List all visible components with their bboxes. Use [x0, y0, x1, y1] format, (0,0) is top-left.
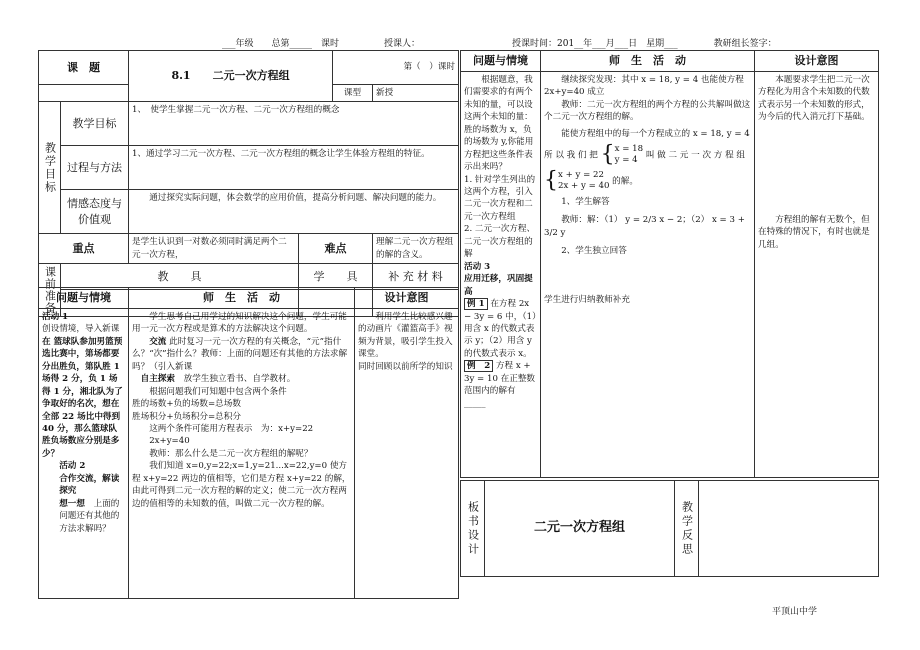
- period-label: 第（ ）课时: [333, 51, 459, 85]
- right-activity-p7: 2、学生独立回答: [561, 246, 627, 257]
- right-design-p2: 方程组的解有无数个，但在特殊的情况下，有时也就是几组。: [758, 214, 870, 250]
- activity-p5: 胜的场数+负的场数=总场数: [132, 399, 241, 410]
- right-problem-p1: 根据题意，我们需要求的有两个未知的量，可以设这两个未知的量：胜的场数为 x，负的场数为 y,你能用方程把这些条件表示出来吗？: [464, 74, 534, 173]
- goals-label: 教学目标: [39, 102, 61, 234]
- example1-text: 在方程 2x − 3y = 6 中，（1）用含 x 的代数式表示 y；（2）用含 y 的代数式表示 x。: [464, 299, 537, 359]
- activity-p2: 此时复习一元一次方程的有关概念，“元”指什么？“次”指什么？教师：上面的问题还有其他的方法求解吗？（引入新课: [132, 336, 348, 372]
- right-design-cell: [755, 71, 879, 477]
- left-lesson-table: [38, 50, 459, 317]
- goal3-label: 情感态度与价值观: [61, 190, 129, 234]
- activity1-title: 活动 1: [42, 311, 69, 322]
- example2-text: 方程 x + 3y = 10 在正整数范围内的解有_____: [464, 361, 536, 409]
- example1-label: 例 1: [464, 298, 488, 310]
- board-text: 二元一次方程组: [485, 481, 675, 577]
- brace-icon: {: [544, 167, 558, 193]
- goal3-text: 通过探究实际问题，体会数学的应用价值，提高分析问题、解决问题的能力。: [129, 190, 459, 234]
- activity2-subtitle: 合作交流，解读探究: [59, 473, 120, 497]
- lesson-label: 课 题: [39, 51, 129, 85]
- activity1-subtitle: 创设情境，导入新课: [42, 324, 120, 335]
- activity2-title: 活动 2: [59, 461, 86, 472]
- key-text: 是学生认识到一对数必须同时满足两个二元一次方程，: [129, 234, 299, 264]
- prep-col-teacher: 教 具: [61, 264, 299, 290]
- right-activity-p4c: 的解。: [612, 176, 638, 187]
- difficult-text: 理解二元一次方程组的解的含义。: [373, 234, 459, 264]
- right-activity-p4b: 叫 做 二 元 一 次 方 程 组: [645, 150, 746, 161]
- activity3-title: 活动 3: [464, 261, 491, 272]
- footer-school: 平顶山中学: [772, 607, 818, 617]
- lesson-title: 8.1 二元一次方程组: [129, 51, 333, 102]
- equation-1: x + y = 22: [558, 169, 604, 180]
- right-col-activity: 师 生 活 动: [541, 51, 755, 72]
- explore-label: 自主探索: [140, 374, 175, 385]
- activity-p8: 2x+y=40: [149, 436, 190, 447]
- reflect-area: [699, 481, 879, 577]
- prep-label: 课前准备: [39, 264, 61, 317]
- right-col-design: 设计意图: [755, 51, 879, 72]
- header-left: ___年级 总第_____ 课时 授课人：: [222, 39, 421, 49]
- right-activity-p8: 学生进行归纳教师补充: [544, 294, 630, 305]
- right-problem-p2: 1. 针对学生列出的这两个方程，引入二元一次方程和二元一次方程组: [464, 174, 536, 222]
- right-activity-p2: 教师：二元一次方程组的两个方程的公共解叫做这个二元一次方程组的解。: [544, 99, 751, 123]
- reflect-label: 教学反思: [675, 481, 699, 577]
- left-activity-cell: [129, 308, 355, 598]
- activity-p9: 教师：那么什么是二元一次方程组的解呢？: [149, 448, 313, 459]
- activity-p3: 放学生独立看书、自学教材。: [183, 374, 296, 385]
- solution-x: x = 18: [614, 144, 644, 155]
- left-col-activity: 师 生 活 动: [129, 288, 355, 309]
- left-problem-cell: [39, 308, 129, 598]
- equation-2: 2x + y = 40: [558, 180, 610, 191]
- left-col-design: 设计意图: [355, 288, 459, 309]
- right-activity-p1: 继续探究发现：其中 x = 18, y = 4 也能使方程 2x+y=40 成立: [544, 74, 744, 98]
- right-activity-p5: 1、学生解答: [561, 196, 610, 207]
- activity-p6: 胜场积分+负场积分=总积分: [132, 411, 241, 422]
- exchange-label: 交流: [149, 336, 167, 347]
- solution-system: [615, 144, 643, 166]
- brace-icon: {: [600, 142, 615, 168]
- left-col-problem: 问题与情境: [39, 288, 129, 309]
- prep-col-extra: 补 充 材 料: [373, 264, 459, 290]
- board-table: [460, 480, 879, 577]
- board-label: 板书设计: [461, 481, 485, 577]
- think-label: 想一想: [59, 498, 85, 509]
- right-activity-p3: 能使方程组中的每一个方程成立的 x = 18, y = 4: [561, 128, 750, 139]
- basketball-problem: 在 篮球队参加男篮预选比赛中，第场都要分出胜负，第队胜 1 场得 2 分，负 1 场得 1 分，湘北队为了争取好的名次，想在全部 22 场比中得到 40 分，那么篮球队胜负场数应分别是多少？: [42, 336, 123, 459]
- left-design-cell: [355, 308, 459, 598]
- right-col-problem: 问题与情境: [461, 51, 541, 72]
- right-activity-p6: 教师：解：（1） y = 2/3 x − 2；（2） x = 3 + 3/2 y: [544, 215, 745, 238]
- design-p2: 同时回顾以前所学的知识: [358, 361, 453, 372]
- activity-p4: 根据问题我们可知题中包含两个条件: [149, 386, 287, 397]
- right-design-p1: 本题要求学生把二元一次方程化为用含个未知数的代数式表示另一个未知数的形式，为今后的代入消元打下基础。: [758, 74, 870, 123]
- header-right: 授课时间：201__年___月___日 星期___ 教研组长签字：: [512, 39, 777, 49]
- right-activity-cell: [541, 71, 755, 477]
- key-label: 重点: [39, 234, 129, 264]
- type-value: 新授: [373, 85, 459, 102]
- solution-y: y = 4: [614, 155, 638, 166]
- activity3-subtitle: 应用迁移，巩固提高: [464, 274, 533, 297]
- activity-p10: 我们知道 x=0,y=22;x=1,y=21...x=22,y=0 使方程 x+y=22 两边的值相等，它们是方程 x+y=22 的解，由此可得到二元一次方程的解的定义；使二元一次方程两边的值相等的未知数的值，叫做二元一次方程的解。: [132, 461, 351, 509]
- goal1-text: 1、 使学生掌握二元一次方程、二元一次方程组的概念: [129, 102, 459, 146]
- prep-col-student: 学 具: [299, 264, 373, 290]
- design-p1: 利用学生比较感兴趣的动画片《灌篮高手》视频为背景，吸引学生投入课堂。: [358, 311, 453, 360]
- goal2-text: 1、通过学习二元一次方程、二元一次方程组的概念让学生体验方程组的特征。: [129, 146, 459, 190]
- right-activity-table: [460, 50, 879, 478]
- right-problem-p3: 2. 二元一次方程、二元一次方程组的解: [464, 224, 536, 260]
- goal2-label: 过程与方法: [61, 146, 129, 190]
- right-activity-p4a: 所 以 我 们 把: [544, 150, 598, 161]
- right-problem-cell: [461, 71, 541, 477]
- example2-label: 例 2: [464, 360, 493, 372]
- goal1-label: 教学目标: [61, 102, 129, 146]
- equation-system: [558, 170, 609, 192]
- type-label: 课型: [333, 85, 373, 102]
- think-text: 上面的问题还有其他的方法求解吗？: [59, 498, 120, 534]
- activity-p1: 学生思考自己用学过的知识解决这个问题，学生可能用一元一次方程或是算术的方法解决这个问题。: [132, 311, 347, 335]
- left-activity-table: [38, 287, 459, 599]
- activity-p7: 这两个条件可能用方程表示 为：x+y=22: [149, 424, 314, 435]
- difficult-label: 难点: [299, 234, 373, 264]
